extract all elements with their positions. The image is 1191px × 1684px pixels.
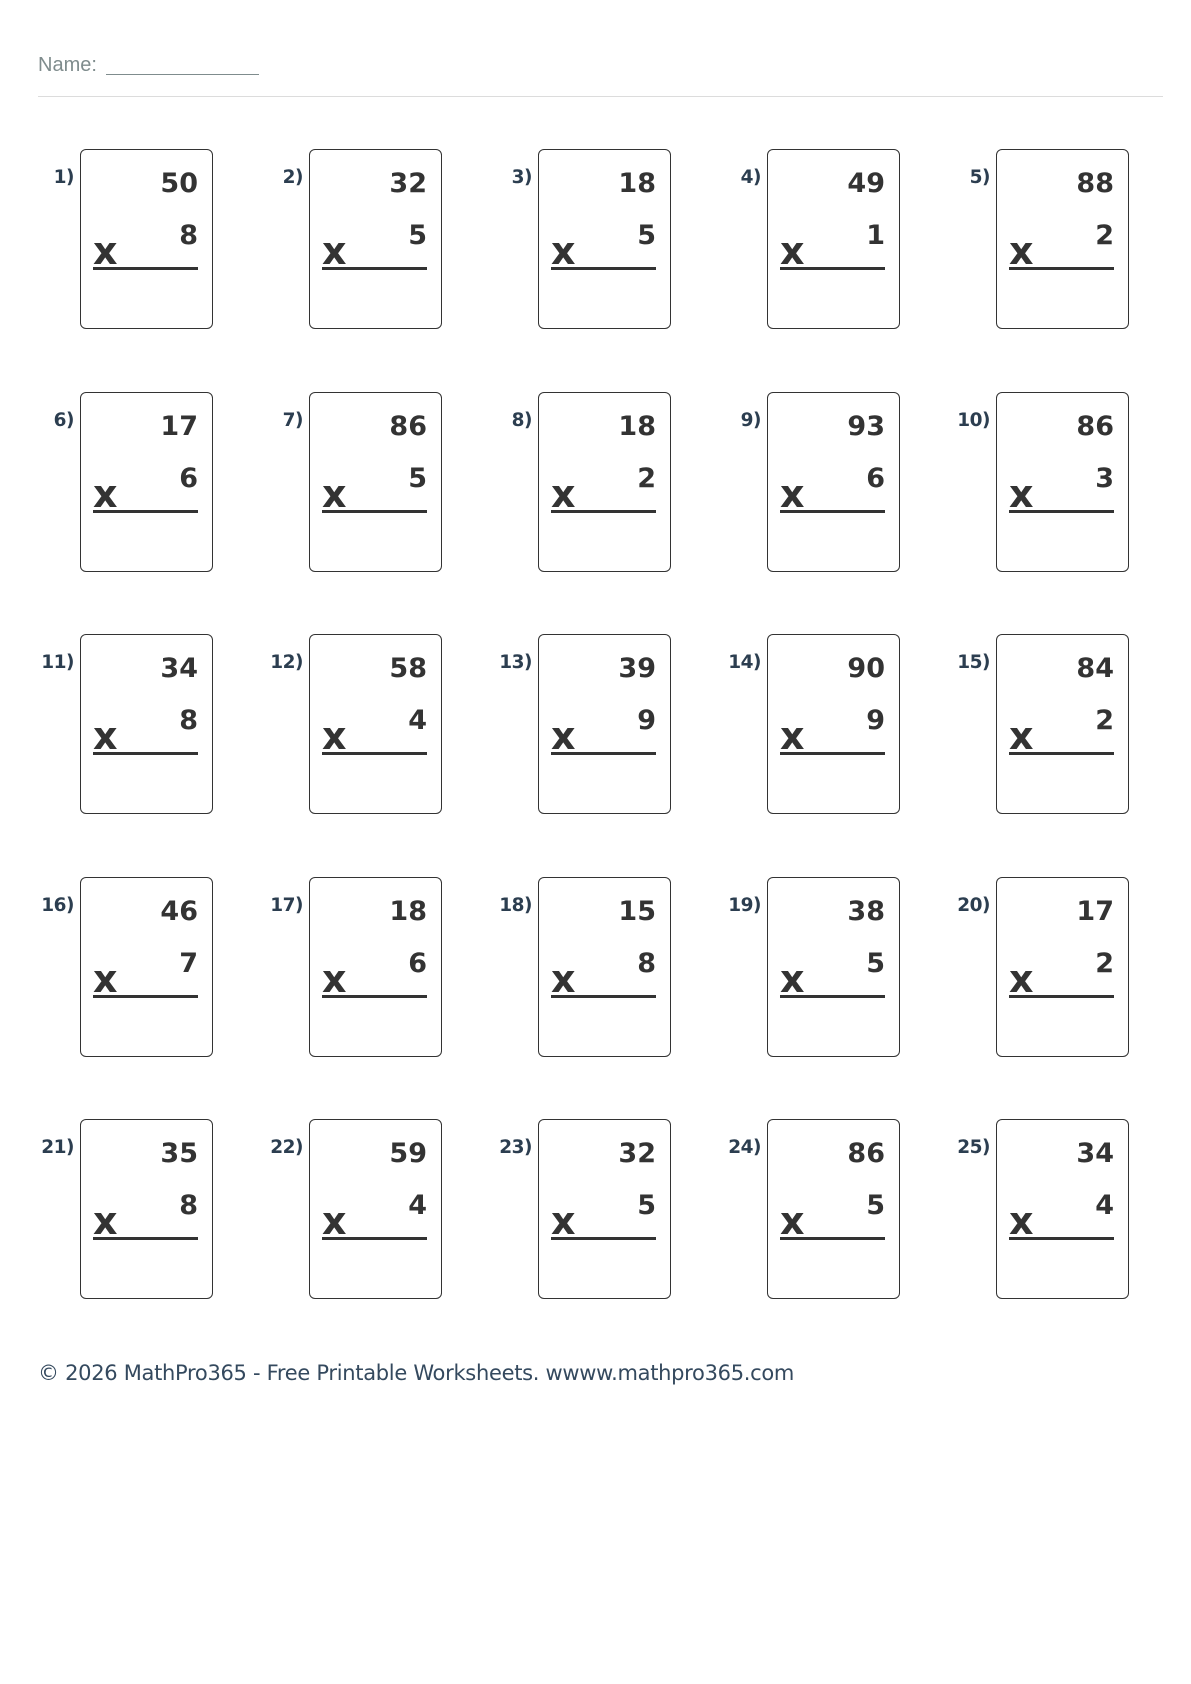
- problem-card: [309, 392, 442, 572]
- multiplier: 5: [408, 462, 427, 494]
- problem-number: 20): [957, 894, 990, 916]
- problem-card: [80, 149, 213, 329]
- answer-line: [551, 995, 656, 998]
- multiplicand: 59: [389, 1138, 427, 1169]
- multiplier: 5: [866, 1190, 885, 1221]
- answer-line: [780, 1237, 885, 1240]
- multiplier: 3: [1095, 462, 1114, 494]
- answer-line: [780, 267, 885, 270]
- multiplicand: 15: [618, 895, 656, 927]
- problem-4: [725, 149, 925, 339]
- multiply-sign: x: [780, 229, 805, 273]
- problem-number: 4): [740, 167, 761, 188]
- multiplicand: 17: [1076, 895, 1114, 927]
- answer-line: [322, 510, 427, 513]
- footer-copyright: © 2026 MathPro365 - Free Printable Worksheets. wwww.mathpro365.com: [38, 1361, 795, 1385]
- multiplier: 9: [637, 705, 656, 736]
- problem-card: [767, 149, 900, 329]
- name-field-line: [106, 74, 259, 75]
- name-label: Name:: [38, 54, 97, 76]
- problem-number: 13): [499, 652, 532, 673]
- multiply-sign: x: [1009, 956, 1034, 1001]
- problem-16: [38, 877, 238, 1067]
- problem-card: [996, 1119, 1129, 1299]
- multiply-sign: x: [322, 956, 347, 1001]
- multiplicand: 34: [1076, 1138, 1114, 1169]
- problem-number: 19): [728, 894, 761, 916]
- problem-number: 21): [41, 1137, 74, 1158]
- multiply-sign: x: [780, 956, 805, 1001]
- problem-number: 25): [957, 1137, 990, 1158]
- multiply-sign: x: [780, 714, 805, 758]
- multiply-sign: x: [93, 471, 118, 516]
- multiplier: 8: [179, 1190, 198, 1221]
- multiply-sign: x: [551, 956, 576, 1001]
- problem-7: [267, 392, 467, 582]
- problem-number: 7): [282, 409, 303, 431]
- problem-23: [496, 1119, 696, 1309]
- problem-number: 11): [41, 652, 74, 673]
- answer-line: [93, 267, 198, 270]
- problem-number: 5): [969, 167, 990, 188]
- problem-card: [538, 392, 671, 572]
- multiplier: 4: [408, 705, 427, 736]
- answer-line: [551, 1237, 656, 1240]
- multiplicand: 32: [618, 1138, 656, 1169]
- multiplicand: 90: [847, 653, 885, 684]
- problem-card: [996, 634, 1129, 814]
- problem-card: [767, 877, 900, 1057]
- multiplicand: 58: [389, 653, 427, 684]
- problem-number: 12): [270, 652, 303, 673]
- problem-card: [767, 1119, 900, 1299]
- problem-number: 10): [957, 409, 990, 431]
- problem-card: [538, 634, 671, 814]
- problem-card: [767, 634, 900, 814]
- problem-2: [267, 149, 467, 339]
- multiplier: 1: [866, 220, 885, 251]
- problem-card: [309, 1119, 442, 1299]
- multiplicand: 18: [618, 410, 656, 442]
- problem-card: [309, 634, 442, 814]
- problem-17: [267, 877, 467, 1067]
- multiplier: 5: [637, 220, 656, 251]
- problem-number: 2): [282, 167, 303, 188]
- problem-9: [725, 392, 925, 582]
- problem-number: 8): [511, 409, 532, 431]
- problem-3: [496, 149, 696, 339]
- problem-25: [954, 1119, 1154, 1309]
- multiplicand: 88: [1076, 168, 1114, 199]
- multiplicand: 49: [847, 168, 885, 199]
- multiplicand: 86: [847, 1138, 885, 1169]
- answer-line: [322, 995, 427, 998]
- answer-line: [551, 510, 656, 513]
- problem-10: [954, 392, 1154, 582]
- multiplier: 5: [866, 947, 885, 979]
- multiply-sign: x: [93, 714, 118, 758]
- answer-line: [551, 267, 656, 270]
- multiplicand: 38: [847, 895, 885, 927]
- problem-number: 1): [53, 167, 74, 188]
- answer-line: [322, 752, 427, 755]
- problem-card: [538, 149, 671, 329]
- answer-line: [93, 1237, 198, 1240]
- multiply-sign: x: [780, 1199, 805, 1243]
- multiply-sign: x: [93, 1199, 118, 1243]
- multiplier: 5: [637, 1190, 656, 1221]
- problem-card: [996, 149, 1129, 329]
- worksheet-header: [38, 50, 1163, 97]
- answer-line: [780, 995, 885, 998]
- problem-22: [267, 1119, 467, 1309]
- multiplicand: 32: [389, 168, 427, 199]
- problem-5: [954, 149, 1154, 339]
- problem-number: 16): [41, 894, 74, 916]
- answer-line: [93, 995, 198, 998]
- multiply-sign: x: [1009, 714, 1034, 758]
- multiplier: 5: [408, 220, 427, 251]
- multiplier: 4: [1095, 1190, 1114, 1221]
- problem-20: [954, 877, 1154, 1067]
- multiply-sign: x: [780, 471, 805, 516]
- answer-line: [322, 267, 427, 270]
- problem-number: 3): [511, 167, 532, 188]
- problem-number: 24): [728, 1137, 761, 1158]
- problem-21: [38, 1119, 238, 1309]
- problem-card: [309, 877, 442, 1057]
- answer-line: [780, 752, 885, 755]
- multiply-sign: x: [93, 229, 118, 273]
- multiplier: 2: [1095, 947, 1114, 979]
- multiply-sign: x: [322, 229, 347, 273]
- multiplier: 2: [1095, 220, 1114, 251]
- answer-line: [1009, 267, 1114, 270]
- answer-line: [1009, 1237, 1114, 1240]
- problem-card: [309, 149, 442, 329]
- multiplier: 8: [179, 705, 198, 736]
- problem-number: 14): [728, 652, 761, 673]
- multiply-sign: x: [322, 471, 347, 516]
- problem-number: 9): [740, 409, 761, 431]
- answer-line: [1009, 510, 1114, 513]
- problem-14: [725, 634, 925, 824]
- multiplier: 6: [408, 947, 427, 979]
- answer-line: [1009, 995, 1114, 998]
- multiplicand: 93: [847, 410, 885, 442]
- multiply-sign: x: [1009, 1199, 1034, 1243]
- problem-card: [538, 877, 671, 1057]
- multiply-sign: x: [551, 229, 576, 273]
- answer-line: [93, 510, 198, 513]
- multiplier: 6: [866, 462, 885, 494]
- multiplicand: 34: [160, 653, 198, 684]
- multiply-sign: x: [551, 1199, 576, 1243]
- multiplicand: 18: [618, 168, 656, 199]
- answer-line: [551, 752, 656, 755]
- problem-card: [996, 392, 1129, 572]
- problem-number: 17): [270, 894, 303, 916]
- multiplier: 4: [408, 1190, 427, 1221]
- problem-18: [496, 877, 696, 1067]
- multiplier: 8: [179, 220, 198, 251]
- problem-number: 18): [499, 894, 532, 916]
- problem-6: [38, 392, 238, 582]
- problem-12: [267, 634, 467, 824]
- multiply-sign: x: [551, 714, 576, 758]
- multiply-sign: x: [551, 471, 576, 516]
- multiplicand: 35: [160, 1138, 198, 1169]
- multiplicand: 18: [389, 895, 427, 927]
- answer-line: [93, 752, 198, 755]
- problem-11: [38, 634, 238, 824]
- multiply-sign: x: [93, 956, 118, 1001]
- multiplier: 6: [179, 462, 198, 494]
- problem-8: [496, 392, 696, 582]
- problem-13: [496, 634, 696, 824]
- multiplier: 9: [866, 705, 885, 736]
- multiplicand: 86: [1076, 410, 1114, 442]
- multiply-sign: x: [1009, 471, 1034, 516]
- problem-number: 22): [270, 1137, 303, 1158]
- multiplier: 2: [637, 462, 656, 494]
- problem-15: [954, 634, 1154, 824]
- problem-19: [725, 877, 925, 1067]
- multiplicand: 86: [389, 410, 427, 442]
- problem-card: [538, 1119, 671, 1299]
- problem-number: 6): [53, 409, 74, 431]
- multiply-sign: x: [322, 714, 347, 758]
- problem-1: [38, 149, 238, 339]
- problem-card: [80, 877, 213, 1057]
- problem-number: 15): [957, 652, 990, 673]
- multiplicand: 46: [160, 895, 198, 927]
- problem-card: [80, 634, 213, 814]
- problem-card: [767, 392, 900, 572]
- problem-24: [725, 1119, 925, 1309]
- multiply-sign: x: [1009, 229, 1034, 273]
- multiplier: 8: [637, 947, 656, 979]
- problem-card: [80, 1119, 213, 1299]
- multiply-sign: x: [322, 1199, 347, 1243]
- multiplicand: 84: [1076, 653, 1114, 684]
- multiplicand: 17: [160, 410, 198, 442]
- multiplicand: 50: [160, 168, 198, 199]
- multiplicand: 39: [618, 653, 656, 684]
- multiplier: 7: [179, 947, 198, 979]
- problem-card: [996, 877, 1129, 1057]
- answer-line: [780, 510, 885, 513]
- problem-number: 23): [499, 1137, 532, 1158]
- answer-line: [1009, 752, 1114, 755]
- answer-line: [322, 1237, 427, 1240]
- problem-card: [80, 392, 213, 572]
- multiplier: 2: [1095, 705, 1114, 736]
